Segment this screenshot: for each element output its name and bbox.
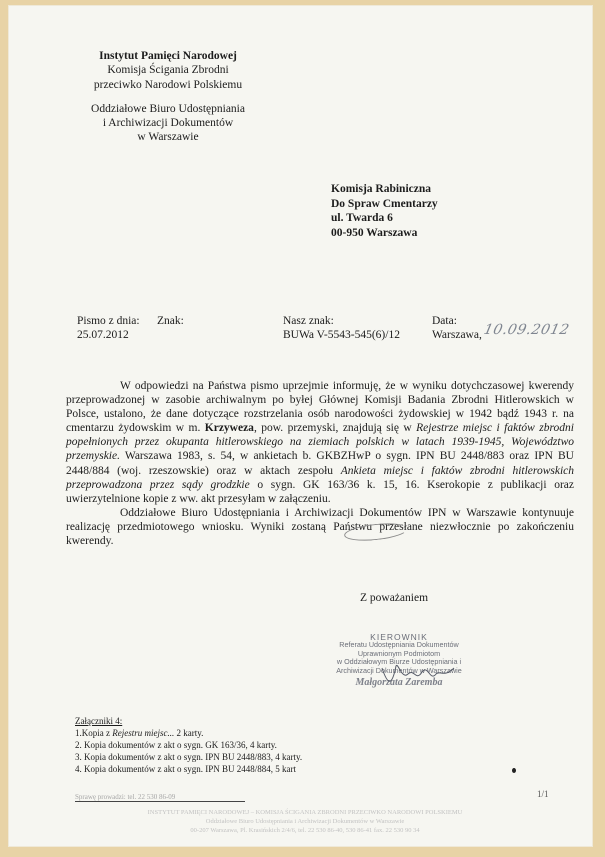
body-paragraph-2: Oddziałowe Biuro Udostępniania i Archiwizacji Dokumentów IPN w Warszawie kontynuuje realizację przedmiotowego wniosku. Wyniki zostaną Państwu przesłane niezwłocznie po zakończeniu kwerendy.: [66, 506, 574, 548]
recipient-street: ul. Twarda 6: [331, 212, 393, 225]
body-paragraph-1: W odpowiedzi na Państwa pismo uprzejmie informuję, że w wyniku dotychczasowej kwerendy przeprowadzonej w zasobie archiwalnym po byłej Głównej Komisji Badania Zbrodni Hitlerowskich w Polsce, ustalono, że dane dotyczące rozstrzelania osób narodowości żydowskiej w 1942 bądź 1943 r. na cmentarzu żydowskim w m. Krzyweza, pow. przemyski, znajdują się w Rejestrze miejsc i faktów zbrodni popełnionych przez okupanta hitlerowskiego na ziemiach polskich w latach 1939-1945, Województwo przemyskie. Warszawa 1983, s. 54, w ankietach b. GKBZHwP o sygn. IPN BU 2448/883 oraz IPN BU 2448/884 (woj. rzeszowskie) oraz w aktach zespołu Ankieta miejsc i faktów zbrodni hitlerowskich przeprowadzona przez sądy grodzkie o sygn. GK 163/36 k. 15, 16. Kserokopie z publikacji oraz uwierzytelnione kopie z ww. akt przesyłam w załączeniu.: [66, 380, 575, 505]
date-place: Warszawa,: [432, 329, 482, 341]
footer-line-3: 00-207 Warszawa, Pl. Krasińskich 2/4/6, tel. 22 530 86-40, 530 86-41 fax. 22 530 90 34: [190, 827, 420, 834]
page-number: 1/1: [537, 789, 549, 799]
footer-line-1: INSTYTUT PAMIĘCI NARODOWEJ – KOMISJA ŚCIGANIA ZBRODNI PRZECIWKO NARODOWI POLSKIEMU: [147, 809, 463, 816]
letter-body: [66, 379, 574, 548]
date-label: Data:: [432, 315, 457, 327]
ink-dot: [512, 768, 516, 773]
signature-scribble: [378, 660, 458, 690]
stamp-line-2: Uprawnionym Podmiotom: [357, 648, 441, 658]
our-sign: BUWa V-5543-545(6)/12: [283, 329, 400, 341]
sender-commission-2: przeciwko Narodowi Polskiemu: [93, 78, 243, 91]
attachments: [75, 715, 302, 775]
footer-contact: [75, 793, 575, 802]
sender-commission: Komisja Ścigania Zbrodni: [107, 64, 229, 77]
sender-office: Oddziałowe Biuro Udostępniania: [91, 102, 245, 115]
place-name: Krzyweza: [204, 422, 254, 435]
recipient-name: Komisja Rabiniczna: [331, 183, 431, 195]
recipient-address: [331, 182, 438, 240]
letterhead-footer: [60, 808, 550, 835]
sender-office-2: i Archiwizacji Dokumentów: [102, 117, 234, 130]
sender-institution: Instytut Pamięci Narodowej: [99, 50, 237, 62]
stamp-line-1: Referatu Udostępniania Dokumentów: [339, 640, 459, 650]
stamp-line-3: w Oddziałowym Biurze Udostępniania i: [336, 657, 462, 667]
letter-date-label: Pismo z dnia:: [77, 315, 140, 327]
sender-header: [63, 49, 273, 145]
attachment-item: 3. Kopia dokumentów z akt o sygn. IPN BU 2448/883, 4 karty.: [75, 752, 303, 762]
attachment-item: 4. Kopia dokumentów z akt o sygn. IPN BU 2448/884, 5 kart: [75, 764, 296, 774]
recipient-city: 00-950 Warszawa: [331, 226, 418, 239]
footer-contact-text: Sprawę prowadzi: tel. 22 530 86-09: [75, 793, 245, 802]
stamp-signatory: Małgorzata Zaremba: [355, 677, 443, 689]
recipient-dept: Do Spraw Cmentarzy: [331, 197, 438, 210]
letter-date: 25.07.2012: [77, 329, 129, 341]
sign-label: Znak:: [157, 315, 184, 327]
sender-city: w Warszawie: [137, 131, 199, 144]
closing: Z poważaniem: [360, 592, 429, 604]
stamp-title: KIEROWNIK: [370, 632, 428, 642]
attachment-item: 2. Kopia dokumentów z akt o sygn. GK 163/36, 4 karty.: [75, 740, 277, 750]
publication-title: Rejestrze miejsc i faktów zbrodni popełnionych przez okupanta hitlerowskiego na ziemiach polskich w latach 1939-1945, Województwo przemyskie.: [66, 422, 574, 463]
attachments-header: Załączniki 4:: [75, 716, 123, 726]
handwritten-date: 10.09.2012: [482, 322, 571, 338]
collection-title: Ankieta miejsc i faktów zbrodni hitlerowskich przeprowadzona przez sądy grodzkie: [66, 464, 575, 491]
attachment-item: 1.Kopia z Rejestru miejsc... 2 karty.: [75, 728, 204, 738]
stamp-line-4: Archiwizacji Dokumentów w Warszawie: [336, 665, 462, 675]
footer-line-2: Oddziałowe Biuro Udostępniania i Archiwizacji Dokumentów w Warszawie: [205, 818, 405, 825]
our-sign-label: Nasz znak:: [283, 315, 334, 327]
